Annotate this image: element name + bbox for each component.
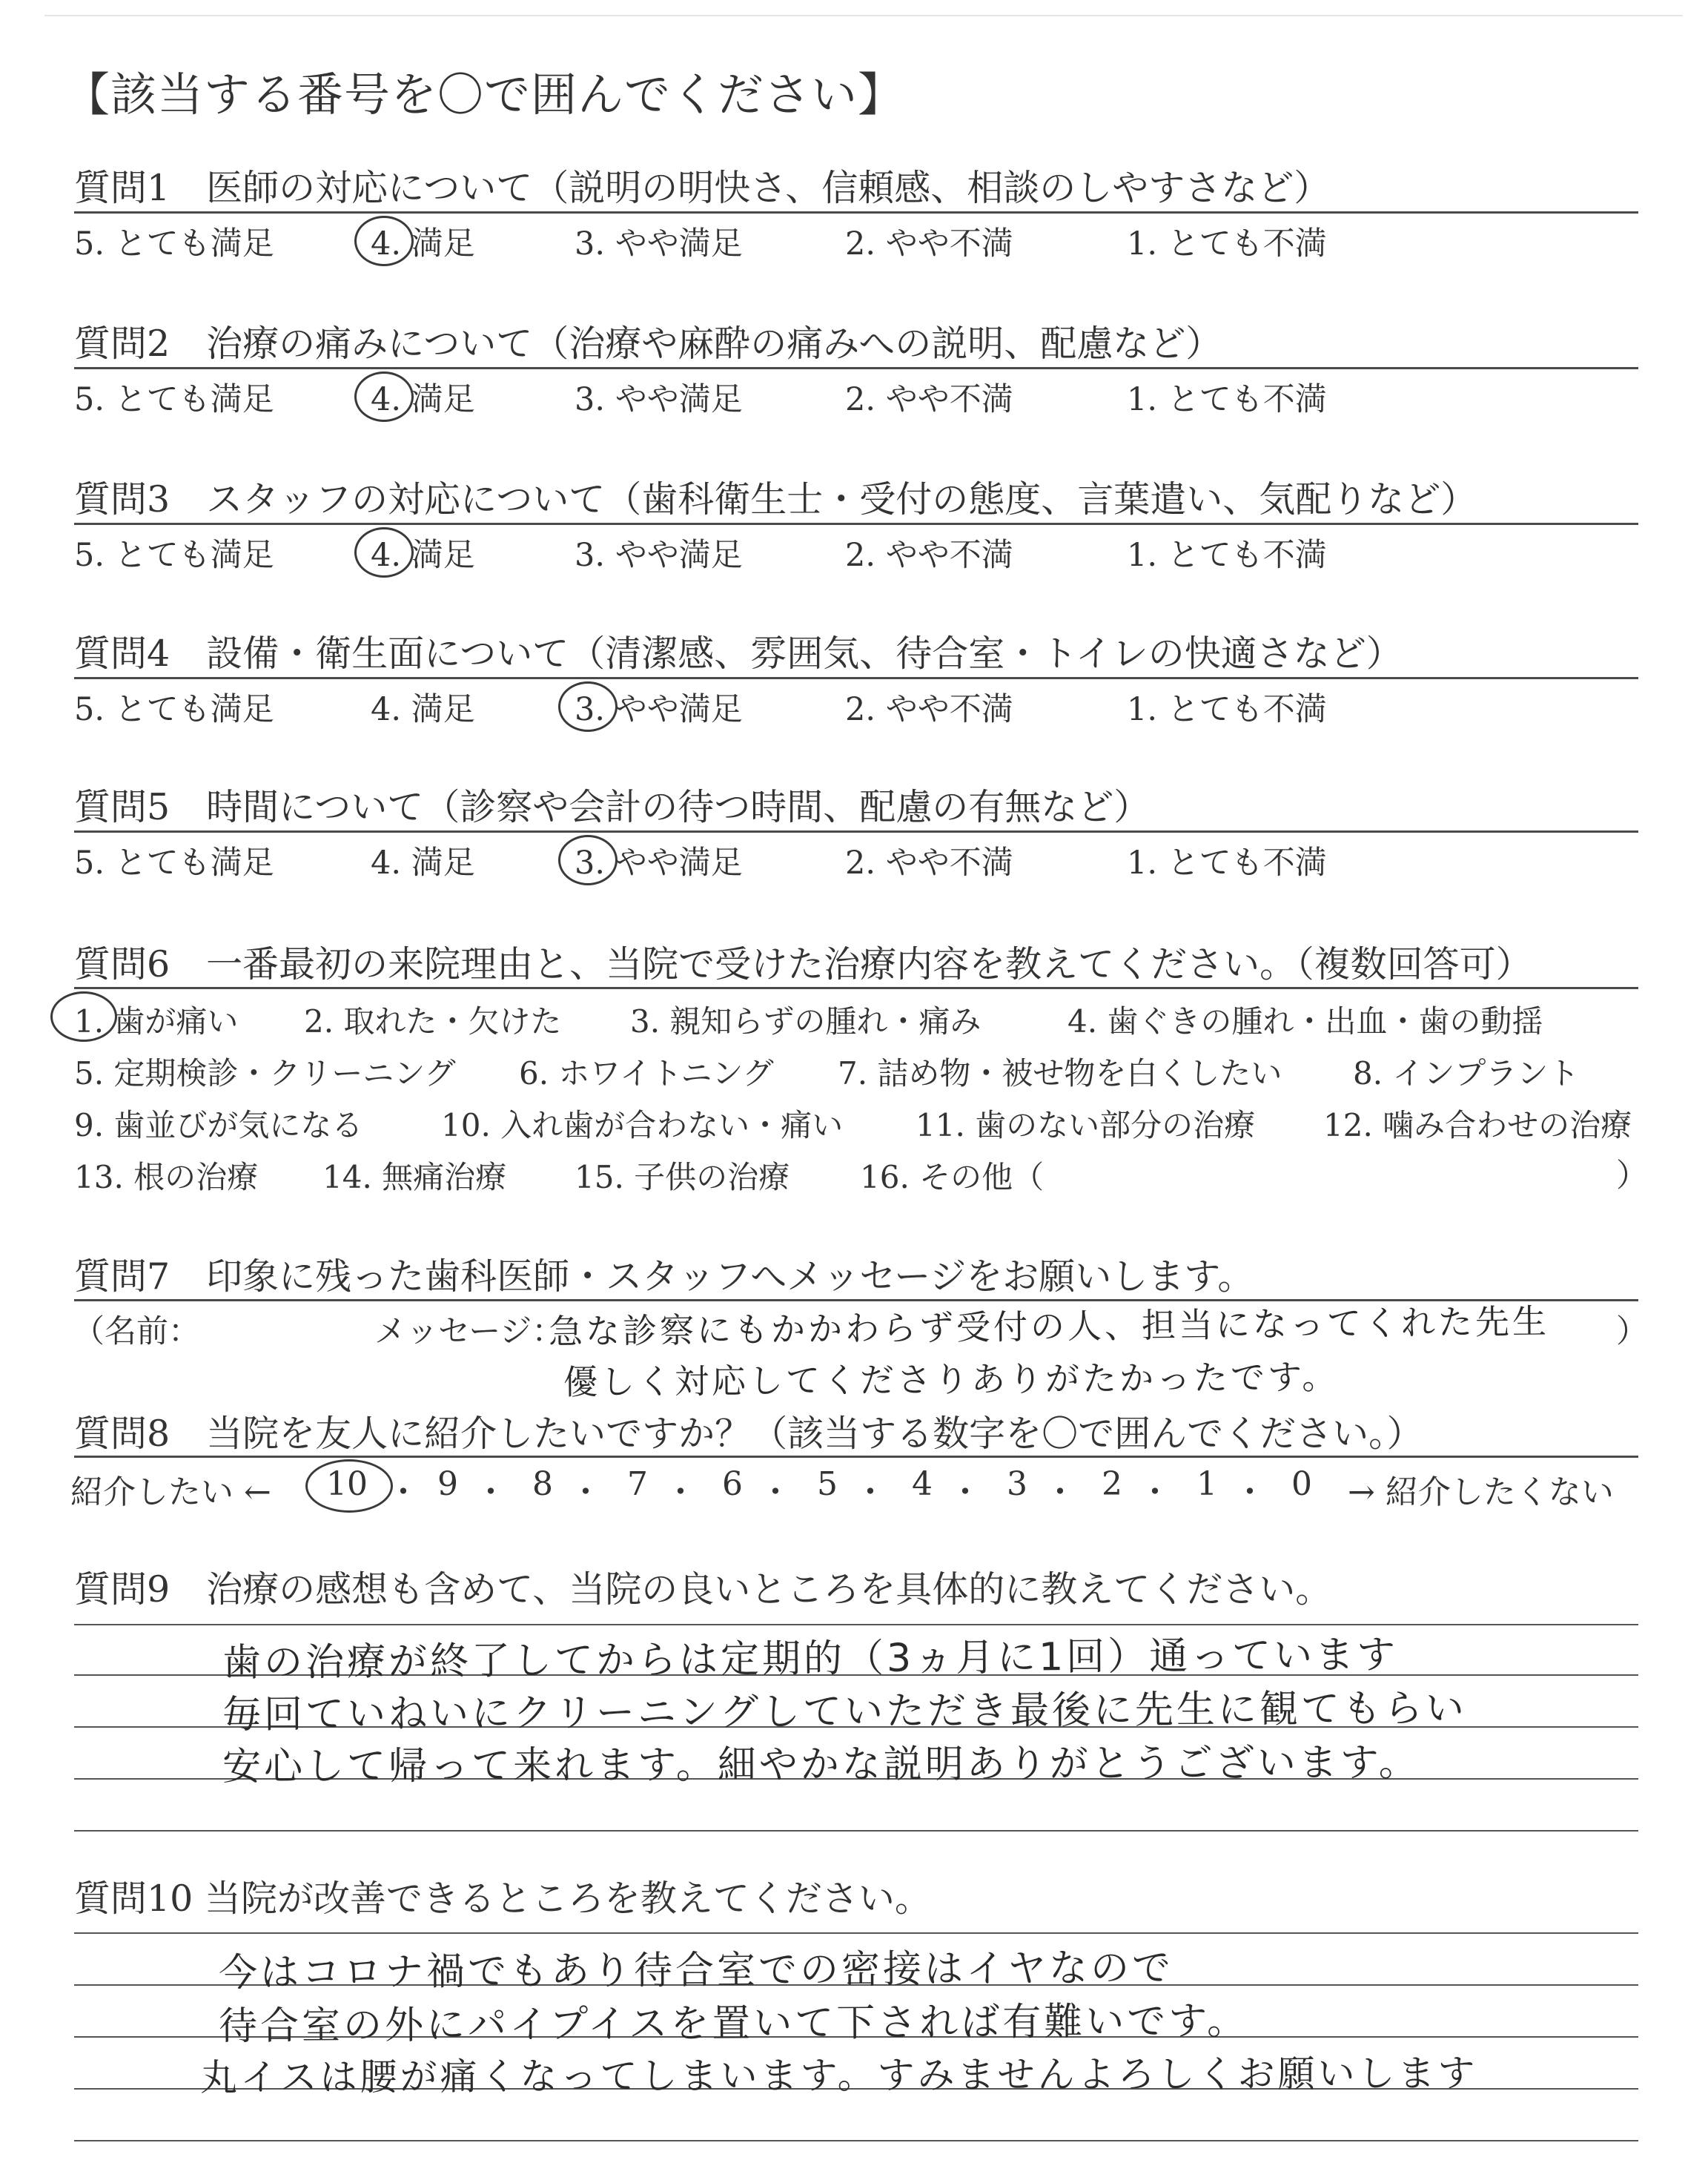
q5-option[interactable]: 4. 満足 bbox=[371, 845, 475, 882]
q4-option[interactable]: 3. やや満足 bbox=[575, 691, 743, 728]
q8-number[interactable]: 8 bbox=[532, 1465, 553, 1503]
q6-option[interactable]: 5. 定期検診・クリーニング bbox=[74, 1055, 456, 1091]
q7-name-label: （名前： bbox=[73, 1313, 200, 1350]
q4-option[interactable]: 4. 満足 bbox=[371, 691, 475, 728]
q1-option[interactable]: 4. 満足 bbox=[371, 225, 475, 262]
q4-option[interactable]: 2. やや不満 bbox=[845, 691, 1013, 728]
q8-separator: ・ bbox=[854, 1473, 887, 1511]
q6-option[interactable]: 4. 歯ぐきの腫れ・出血・歯の動揺 bbox=[1068, 1003, 1543, 1040]
q6-option[interactable]: 3. 親知らずの腫れ・痛み bbox=[630, 1003, 982, 1040]
q10-title: 質問10 当院が改善できるところを教えてください。 bbox=[74, 1877, 931, 1920]
q3-selection-circle bbox=[354, 527, 414, 578]
q6-title: 質問6 一番最初の来院理由と、当院で受けた治療内容を教えてください。（複数回答可） bbox=[74, 943, 1532, 985]
q8-separator: ・ bbox=[387, 1473, 420, 1511]
q3-rule bbox=[74, 523, 1638, 525]
q8-rule bbox=[74, 1456, 1638, 1458]
q9-handwritten-line-1: 歯の治療が終了してからは定期的（3ヵ月に1回）通っています bbox=[222, 1632, 1399, 1685]
q10-handwritten-line-2: 待合室の外にパイプイスを置いて下されば有難いです。 bbox=[218, 1998, 1249, 2049]
q2-rule bbox=[74, 367, 1638, 369]
q3-option[interactable]: 2. やや不満 bbox=[845, 537, 1013, 574]
q8-selection-circle bbox=[305, 1459, 393, 1513]
q6-option[interactable]: 14. 無痛治療 bbox=[322, 1159, 507, 1195]
q4-selection-circle bbox=[558, 681, 618, 732]
q8-separator: ・ bbox=[949, 1473, 982, 1511]
q8-separator: ・ bbox=[474, 1473, 507, 1511]
q6-option[interactable]: 13. 根の治療 bbox=[74, 1159, 259, 1195]
q6-option[interactable]: 1. 歯が痛い bbox=[74, 1003, 239, 1040]
q8-separator: ・ bbox=[1044, 1473, 1076, 1511]
q9-handwritten-line-2: 毎回ていねいにクリーニングしていただき最後に先生に観てもらい bbox=[222, 1686, 1468, 1737]
q6-option[interactable]: 7. 詰め物・被せ物を白くしたい bbox=[838, 1055, 1282, 1091]
q1-option[interactable]: 2. やや不満 bbox=[845, 225, 1013, 262]
q2-option[interactable]: 5. とても満足 bbox=[74, 381, 274, 418]
q2-option[interactable]: 4. 満足 bbox=[371, 381, 475, 418]
q4-option[interactable]: 5. とても満足 bbox=[74, 691, 274, 728]
q8-separator: ・ bbox=[1139, 1473, 1171, 1511]
q6-option[interactable]: 6. ホワイトニング bbox=[519, 1055, 774, 1091]
q3-option[interactable]: 3. やや満足 bbox=[575, 537, 743, 574]
q2-option[interactable]: 2. やや不満 bbox=[845, 381, 1013, 418]
q4-option[interactable]: 1. とても不満 bbox=[1127, 691, 1327, 728]
q7-handwritten-line-1: 急な診察にもかかわらず受付の人、担当になってくれた先生 bbox=[548, 1301, 1550, 1352]
page-title: 【該当する番号を〇で囲んでください】 bbox=[64, 67, 905, 122]
q2-option[interactable]: 3. やや満足 bbox=[575, 381, 743, 418]
q6-close-paren: ） bbox=[1616, 1157, 1648, 1195]
q1-option[interactable]: 1. とても不満 bbox=[1127, 225, 1327, 262]
q8-number[interactable]: 9 bbox=[437, 1465, 458, 1503]
q8-number[interactable]: 10 bbox=[326, 1465, 368, 1503]
q3-option[interactable]: 5. とても満足 bbox=[74, 537, 274, 574]
scan-edge bbox=[44, 15, 1683, 16]
q3-option[interactable]: 4. 満足 bbox=[371, 537, 475, 574]
q2-selection-circle bbox=[354, 371, 414, 422]
q5-option[interactable]: 1. とても不満 bbox=[1127, 845, 1327, 882]
q5-rule bbox=[74, 830, 1638, 833]
q9-handwritten-line-3: 安心して帰って来れます。細やかな説明ありがとうございます。 bbox=[222, 1740, 1420, 1789]
q10-line bbox=[74, 1932, 1638, 1934]
q8-number[interactable]: 2 bbox=[1102, 1465, 1122, 1503]
q10-handwritten-line-3: 丸イスは腰が痛くなってしまいます。すみませんよろしくお願いします bbox=[199, 2051, 1478, 2099]
q6-option[interactable]: 8. インプラント bbox=[1353, 1055, 1580, 1091]
q5-selection-circle bbox=[558, 835, 618, 885]
q5-option[interactable]: 5. とても満足 bbox=[74, 845, 274, 882]
q2-option[interactable]: 1. とても不満 bbox=[1127, 381, 1327, 418]
q5-option[interactable]: 3. やや満足 bbox=[575, 845, 743, 882]
q6-option[interactable]: 9. 歯並びが気になる bbox=[74, 1107, 363, 1143]
q6-option[interactable]: 12. 噛み合わせの治療 bbox=[1323, 1107, 1632, 1143]
q5-option[interactable]: 2. やや不満 bbox=[845, 845, 1013, 882]
q7-title: 質問7 印象に残った歯科医師・スタッフへメッセージをお願いします。 bbox=[74, 1255, 1254, 1298]
q8-left-label: 紹介したい ← bbox=[70, 1473, 271, 1511]
q6-selection-circle bbox=[50, 991, 117, 1042]
q6-option[interactable]: 2. 取れた・欠けた bbox=[304, 1003, 562, 1040]
q1-option[interactable]: 5. とても満足 bbox=[74, 225, 274, 262]
q10-line bbox=[74, 2140, 1638, 2141]
q8-separator: ・ bbox=[664, 1473, 697, 1511]
q1-rule bbox=[74, 211, 1638, 214]
q9-line bbox=[74, 1624, 1638, 1625]
q8-separator: ・ bbox=[1234, 1473, 1266, 1511]
q8-number[interactable]: 1 bbox=[1196, 1465, 1217, 1503]
q9-title: 質問9 治療の感想も含めて、当院の良いところを具体的に教えてください。 bbox=[74, 1568, 1332, 1611]
q3-title: 質問3 スタッフの対応について（歯科衛生士・受付の態度、言葉遣い、気配りなど） bbox=[74, 478, 1477, 521]
q4-title: 質問4 設備・衛生面について（清潔感、雰囲気、待合室・トイレの快適さなど） bbox=[74, 633, 1403, 675]
q7-handwritten-line-2: 優しく対応してくださりありがたかったです。 bbox=[563, 1356, 1340, 1402]
q6-option[interactable]: 15. 子供の治療 bbox=[575, 1159, 790, 1195]
q2-title: 質問2 治療の痛みについて（治療や麻酔の痛みへの説明、配慮など） bbox=[74, 323, 1222, 365]
q5-title: 質問5 時間について（診察や会計の待つ時間、配慮の有無など） bbox=[74, 786, 1151, 828]
q8-number[interactable]: 5 bbox=[817, 1465, 838, 1503]
q9-line bbox=[74, 1830, 1638, 1832]
q8-number[interactable]: 6 bbox=[722, 1465, 743, 1503]
q1-option[interactable]: 3. やや満足 bbox=[575, 225, 743, 262]
q6-option[interactable]: 11. 歯のない部分の治療 bbox=[916, 1107, 1256, 1143]
q8-number[interactable]: 0 bbox=[1291, 1465, 1312, 1503]
q8-right-label: → 紹介したくない bbox=[1348, 1473, 1614, 1511]
q8-separator: ・ bbox=[759, 1473, 792, 1511]
q6-rule bbox=[74, 987, 1638, 989]
q8-number[interactable]: 3 bbox=[1007, 1465, 1027, 1503]
q8-number[interactable]: 7 bbox=[627, 1465, 648, 1503]
q8-separator: ・ bbox=[569, 1473, 602, 1511]
q4-rule bbox=[74, 677, 1638, 679]
q8-number[interactable]: 4 bbox=[912, 1465, 933, 1503]
q8-title: 質問8 当院を友人に紹介したいですか？（該当する数字を〇で囲んでください。） bbox=[74, 1413, 1423, 1455]
q1-title: 質問1 医師の対応について（説明の明快さ、信頼感、相談のしやすさなど） bbox=[74, 167, 1331, 209]
q6-option[interactable]: 16. その他（ bbox=[860, 1159, 1045, 1195]
q3-option[interactable]: 1. とても不満 bbox=[1127, 537, 1327, 574]
q7-message-label: メッセージ： bbox=[374, 1313, 564, 1350]
q6-option[interactable]: 10. 入れ歯が合わない・痛い bbox=[441, 1107, 844, 1143]
q1-selection-circle bbox=[354, 216, 414, 266]
q10-handwritten-line-1: 今はコロナ禍でもあり待合室での密接はイヤなので bbox=[218, 1946, 1174, 1995]
q7-close-paren: ） bbox=[1616, 1313, 1648, 1350]
